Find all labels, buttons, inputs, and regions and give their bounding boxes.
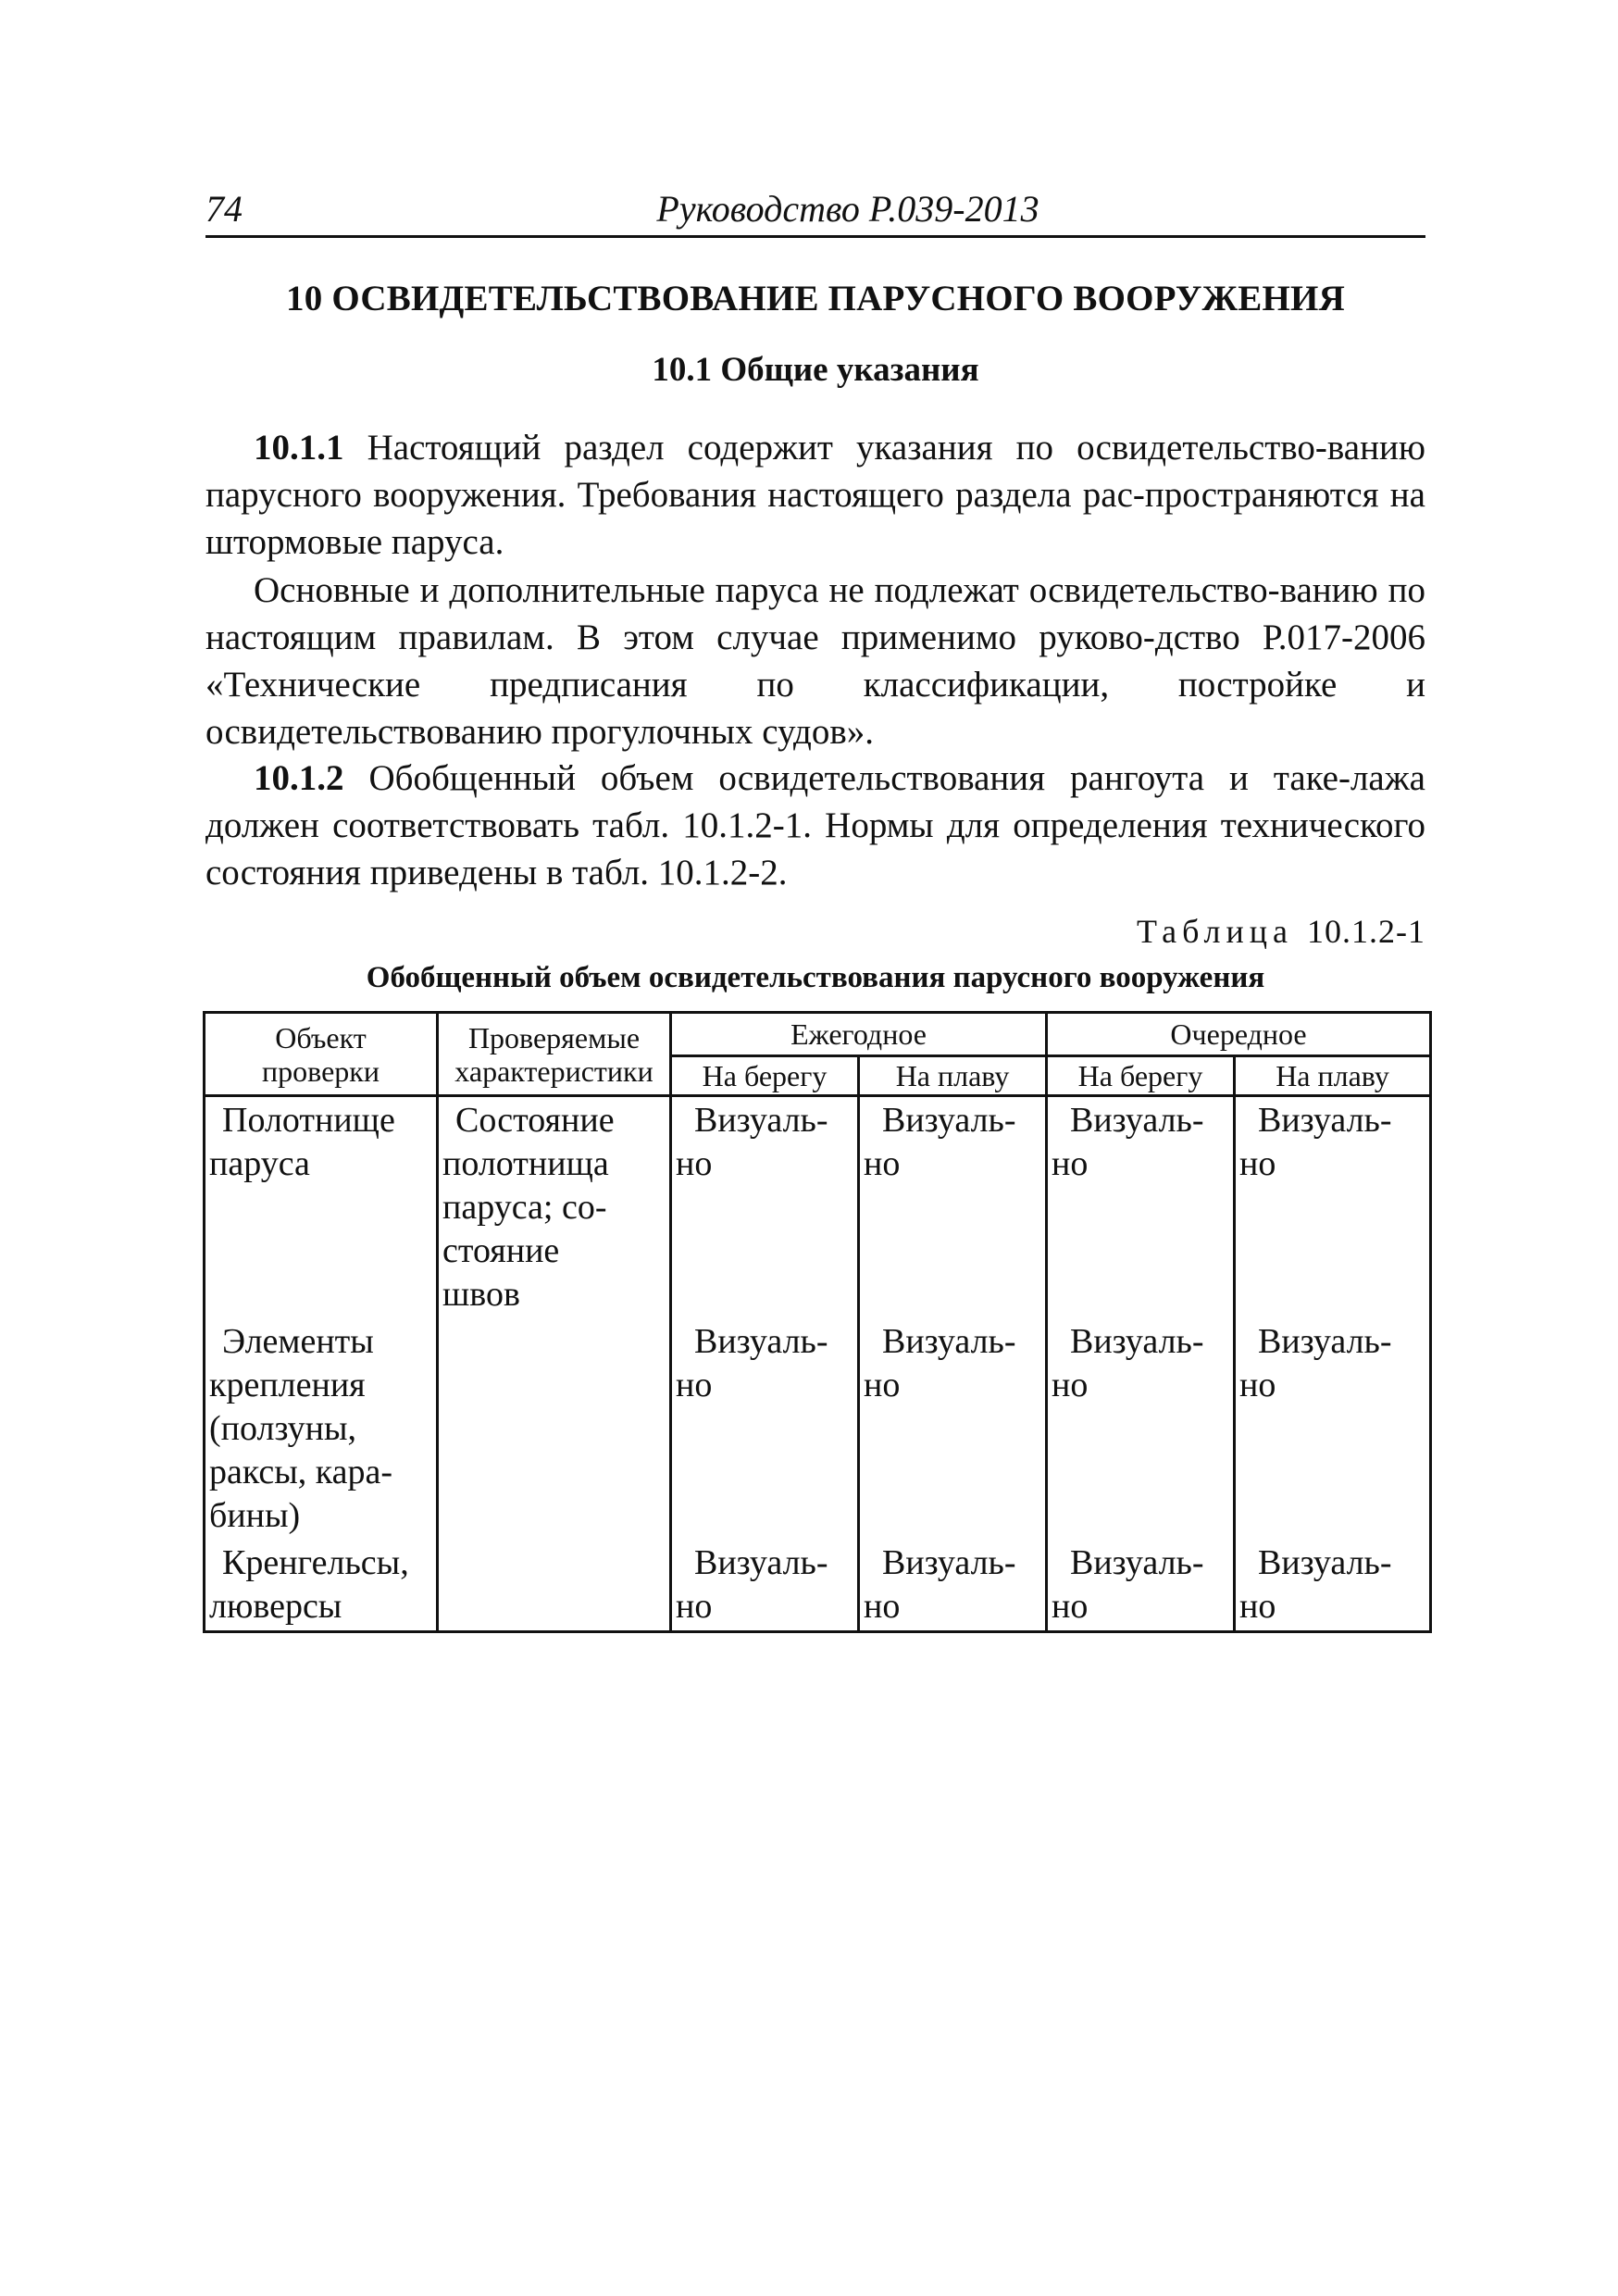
running-header [205,183,1425,238]
section-title: 10 ОСВИДЕТЕЛЬСТВОВАНИЕ ПАРУСНОГО ВООРУЖЕНИЯ [286,279,1345,318]
cell-periodic-afloat: Визуаль- но [1235,1540,1431,1632]
cell-periodic-afloat: Визуаль- но [1235,1096,1431,1319]
cell-periodic-afloat: Визуаль- но [1235,1318,1431,1540]
cell-periodic-ashore: Визуаль- но [1047,1540,1235,1632]
document-title: Руководство Р.039-2013 [656,188,1039,230]
paragraph-text: Настоящий раздел содержит указания по освидетельство-ванию парусного вооружения. Требования настоящего раздела рас-пространяются на штормовые паруса. [205,428,1425,562]
cell-characteristics: Состояние полотнища паруса; со- стояние швов [438,1096,671,1319]
cell-characteristics [438,1540,671,1632]
subsection-title: 10.1 Общие указания [652,351,979,389]
cell-object: Полотнище паруса [205,1096,438,1319]
table-row [205,1318,1431,1540]
table-header-row [205,1013,1431,1056]
paragraph-10-1-1 [205,424,1425,566]
cell-annual-ashore: Визуаль- но [671,1318,859,1540]
table-title: Обобщенный объем освидетельствования парусного вооружения [366,961,1265,994]
header-periodic: Очередное [1047,1013,1431,1056]
paragraph-number: 10.1.2 [254,758,344,798]
cell-annual-afloat: Визуаль- но [859,1096,1047,1319]
header-annual-afloat: На плаву [859,1056,1047,1096]
cell-object: Элементы крепления (ползуны, раксы, кара- бины) [205,1318,438,1540]
paragraph-main-sails [205,567,1425,755]
table-row [205,1096,1431,1319]
header-annual-ashore: На берегу [671,1056,859,1096]
cell-periodic-ashore: Визуаль- но [1047,1096,1235,1319]
cell-annual-afloat: Визуаль- но [859,1318,1047,1540]
paragraph-number: 10.1.1 [254,428,344,468]
header-object: Объект проверки [205,1013,438,1096]
header-characteristics: Проверяемые характеристики [438,1013,671,1096]
cell-annual-afloat: Визуаль- но [859,1540,1047,1632]
header-periodic-ashore: На берегу [1047,1056,1235,1096]
header-annual: Ежегодное [671,1013,1047,1056]
paragraph-text: Основные и дополнительные паруса не подлежат освидетельство-ванию по настоящим правилам. В этом случае применимо руково-дство Р.017-2006 «Технические предписания по классификации, постройке и освидетельствованию прогулочных судов». [205,570,1425,752]
cell-annual-ashore: Визуаль- но [671,1096,859,1319]
cell-annual-ashore: Визуаль- но [671,1540,859,1632]
table-row [205,1540,1431,1632]
cell-characteristics [438,1318,671,1540]
header-periodic-afloat: На плаву [1235,1056,1431,1096]
table-number: 10.1.2-1 [1307,913,1425,950]
paragraph-10-1-2 [205,755,1425,896]
cell-object: Кренгельсы, люверсы [205,1540,438,1632]
paragraph-text: Обобщенный объем освидетельствования рангоута и таке-лажа должен соответствовать табл. 10.1.2-1. Нормы для определения технического состояния приведены в табл. 10.1.2-2. [205,758,1425,892]
cell-periodic-ashore: Визуаль- но [1047,1318,1235,1540]
table-label-word: Таблица [1137,913,1293,950]
survey-scope-table [203,1011,1432,1633]
page-number: 74 [205,188,243,230]
table-label [1137,912,1425,951]
